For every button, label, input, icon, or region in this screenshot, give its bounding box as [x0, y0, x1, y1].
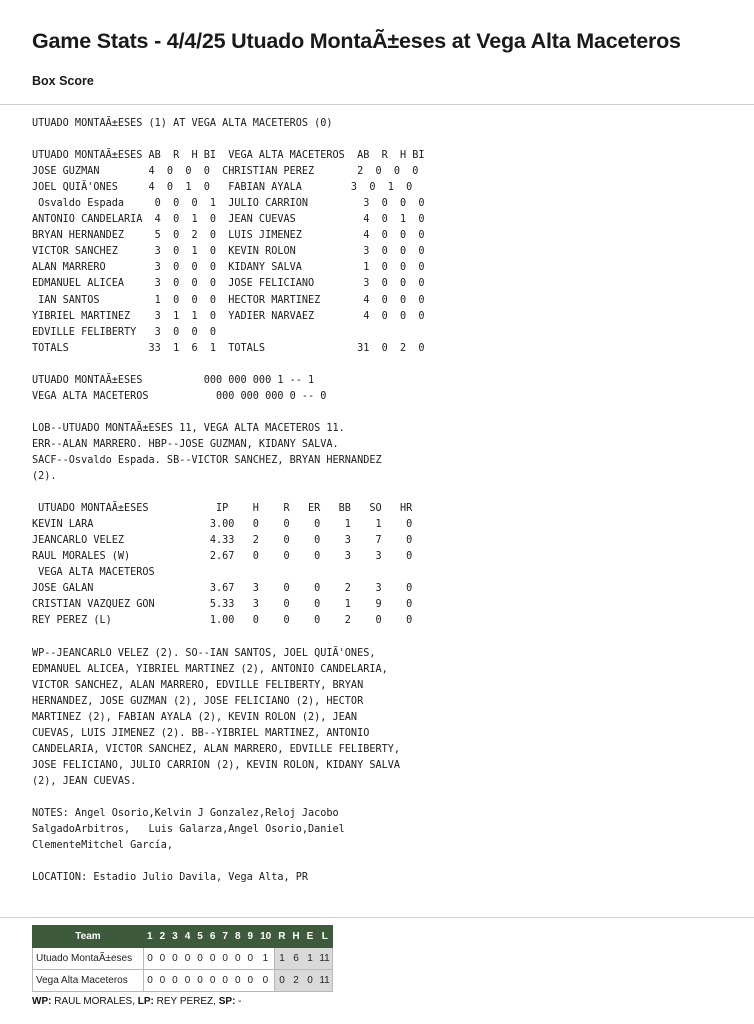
header-e: E: [303, 926, 317, 948]
box-score-line: MARTINEZ (2), FABIAN AYALA (2), KEVIN ROLON (2), JEAN: [32, 711, 358, 723]
box-score-line: IAN SANTOS 1 0 0 0 HECTOR MARTINEZ 4 0 0 0: [32, 294, 425, 306]
pitching-decisions: [32, 996, 242, 1007]
box-score-line: REY PEREZ (L) 1.00 0 0 0 2 0 0: [32, 615, 413, 627]
box-score-line: CANDELARIA, VICTOR SANCHEZ, ALAN MARRERO, EDVILLE FELIBERTY,: [32, 743, 401, 755]
lp-label: LP:: [137, 996, 154, 1007]
box-score-line: SACF--Osvaldo Espada. SB--VICTOR SANCHEZ, BRYAN HERNANDEZ: [32, 454, 382, 466]
wp-value: RAUL MORALES,: [51, 996, 138, 1007]
box-score-line: KEVIN LARA 3.00 0 0 0 1 1 0: [32, 519, 413, 531]
errors-total: 0: [303, 970, 317, 992]
box-score-line: NOTES: Angel Osorio,Kelvin J Gonzalez,Reloj Jacobo: [32, 808, 339, 820]
box-score-line: RAUL MORALES (W) 2.67 0 0 0 3 3 0: [32, 551, 413, 563]
box-score-line: ClementeMitchel García,: [32, 840, 174, 852]
divider-bottom: [0, 917, 754, 918]
box-score-line: JOEL QUIÃ'ONES 4 0 1 0 FABIAN AYALA 3 0 1 0: [32, 182, 413, 194]
box-score-line: VICTOR SANCHEZ 3 0 1 0 KEVIN ROLON 3 0 0 0: [32, 246, 425, 258]
inning-runs: 0: [219, 948, 232, 970]
header-3: 3: [169, 926, 182, 948]
inning-runs: 0: [231, 970, 244, 992]
line-score-row: [33, 970, 333, 992]
box-score-line: BRYAN HERNANDEZ 5 0 2 0 LUIS JIMENEZ 4 0 0 0: [32, 230, 425, 242]
box-score-line: VICTOR SANCHEZ, ALAN MARRERO, EDVILLE FELIBERTY, BRYAN: [32, 679, 364, 691]
inning-runs: 0: [244, 948, 257, 970]
line-score-table: [32, 925, 333, 992]
box-score-line: (2), JEAN CUEVAS.: [32, 775, 137, 787]
box-score-line: LOCATION: Estadio Julio Davila, Vega Alta, PR: [32, 872, 309, 884]
inning-runs: 0: [156, 970, 169, 992]
inning-runs: 0: [169, 970, 182, 992]
box-score-line: LOB--UTUADO MONTAÃ±ESES 11, VEGA ALTA MACETEROS 11.: [32, 422, 345, 434]
box-score-line: UTUADO MONTAÃ±ESES (1) AT VEGA ALTA MACETEROS (0): [32, 118, 333, 129]
inning-runs: 0: [194, 970, 207, 992]
box-score-line: UTUADO MONTAÃ±ESES 000 000 000 1 -- 1: [32, 374, 315, 386]
box-score-line: EDVILLE FELIBERTY 3 0 0 0: [32, 326, 217, 338]
box-score-line: ALAN MARRERO 3 0 0 0 KIDANY SALVA 1 0 0 0: [32, 262, 425, 274]
box-score-line: JOSE FELICIANO, JULIO CARRION (2), KEVIN ROLON, KIDANY SALVA: [32, 759, 401, 771]
box-score-line: TOTALS 33 1 6 1 TOTALS 31 0 2 0: [32, 342, 425, 354]
hits-total: 6: [289, 948, 303, 970]
divider-top: [0, 104, 754, 105]
inning-runs: 0: [181, 970, 194, 992]
header-h: H: [289, 926, 303, 948]
lp-value: REY PEREZ,: [153, 996, 219, 1007]
box-score-line: JOSE GALAN 3.67 3 0 0 2 3 0: [32, 583, 413, 595]
errors-total: 1: [303, 948, 317, 970]
box-score-line: VEGA ALTA MACETEROS: [32, 567, 155, 579]
header-8: 8: [231, 926, 244, 948]
line-score-header-row: [33, 926, 333, 948]
header-2: 2: [156, 926, 169, 948]
lob-total: 11: [317, 948, 333, 970]
wp-label: WP:: [32, 996, 52, 1007]
box-score-line: (2).: [32, 471, 57, 483]
runs-total: 1: [275, 948, 289, 970]
inning-runs: 0: [257, 970, 275, 992]
inning-runs: 0: [169, 948, 182, 970]
box-score-line: UTUADO MONTAÃ±ESES AB R H BI VEGA ALTA MACETEROS AB R H BI: [32, 150, 425, 162]
sp-value: -: [235, 996, 242, 1007]
header-10: 10: [257, 926, 275, 948]
hits-total: 2: [289, 970, 303, 992]
header-1: 1: [144, 926, 157, 948]
inning-runs: 0: [156, 948, 169, 970]
box-score-line: JOSE GUZMAN 4 0 0 0 CHRISTIAN PEREZ 2 0 0 0: [32, 166, 419, 178]
page-title: Game Stats - 4/4/25 Utuado MontaÃ±eses at Vega Alta Maceteros: [32, 29, 681, 53]
section-title-box-score: Box Score: [32, 74, 94, 88]
box-score-line: YIBRIEL MARTINEZ 3 1 1 0 YADIER NARVAEZ 4 0 0 0: [32, 310, 425, 322]
header-4: 4: [181, 926, 194, 948]
inning-runs: 0: [231, 948, 244, 970]
lob-total: 11: [317, 970, 333, 992]
header-6: 6: [206, 926, 219, 948]
header-l: L: [317, 926, 333, 948]
box-score-line: CRISTIAN VAZQUEZ GON 5.33 3 0 0 1 9 0: [32, 599, 413, 611]
box-score-text: [32, 116, 425, 886]
header-r: R: [275, 926, 289, 948]
header-7: 7: [219, 926, 232, 948]
box-score-line: ANTONIO CANDELARIA 4 0 1 0 JEAN CUEVAS 4 0 1 0: [32, 214, 425, 226]
box-score-line: HERNANDEZ, JOSE GUZMAN (2), JOSE FELICIANO (2), HECTOR: [32, 695, 364, 707]
header-team: Team: [33, 926, 144, 948]
sp-label: SP:: [218, 996, 236, 1007]
box-score-line: WP--JEANCARLO VELEZ (2). SO--IAN SANTOS, JOEL QUIÃ'ONES,: [32, 647, 376, 659]
header-5: 5: [194, 926, 207, 948]
inning-runs: 0: [219, 970, 232, 992]
box-score-line: SalgadoArbitros, Luis Galarza,Angel Osorio,Daniel: [32, 824, 345, 836]
box-score-line: Osvaldo Espada 0 0 0 1 JULIO CARRION 3 0 0 0: [32, 198, 425, 210]
header-9: 9: [244, 926, 257, 948]
team-name: Utuado MontaÃ±eses: [33, 948, 144, 970]
box-score-line: UTUADO MONTAÃ±ESES IP H R ER BB SO HR: [32, 503, 413, 515]
runs-total: 0: [275, 970, 289, 992]
inning-runs: 0: [181, 948, 194, 970]
box-score-line: CUEVAS, LUIS JIMENEZ (2). BB--YIBRIEL MARTINEZ, ANTONIO: [32, 727, 370, 739]
box-score-line: JEANCARLO VELEZ 4.33 2 0 0 3 7 0: [32, 535, 413, 547]
inning-runs: 0: [206, 970, 219, 992]
inning-runs: 0: [206, 948, 219, 970]
box-score-line: VEGA ALTA MACETEROS 000 000 000 0 -- 0: [32, 390, 327, 402]
inning-runs: 0: [144, 970, 157, 992]
box-score-line: EDMANUEL ALICEA 3 0 0 0 JOSE FELICIANO 3 0 0 0: [32, 278, 425, 290]
team-name: Vega Alta Maceteros: [33, 970, 144, 992]
inning-runs: 0: [144, 948, 157, 970]
box-score-line: ERR--ALAN MARRERO. HBP--JOSE GUZMAN, KIDANY SALVA.: [32, 438, 339, 450]
box-score-line: EDMANUEL ALICEA, YIBRIEL MARTINEZ (2), ANTONIO CANDELARIA,: [32, 663, 388, 675]
inning-runs: 0: [194, 948, 207, 970]
inning-runs: 1: [257, 948, 275, 970]
line-score-row: [33, 948, 333, 970]
inning-runs: 0: [244, 970, 257, 992]
